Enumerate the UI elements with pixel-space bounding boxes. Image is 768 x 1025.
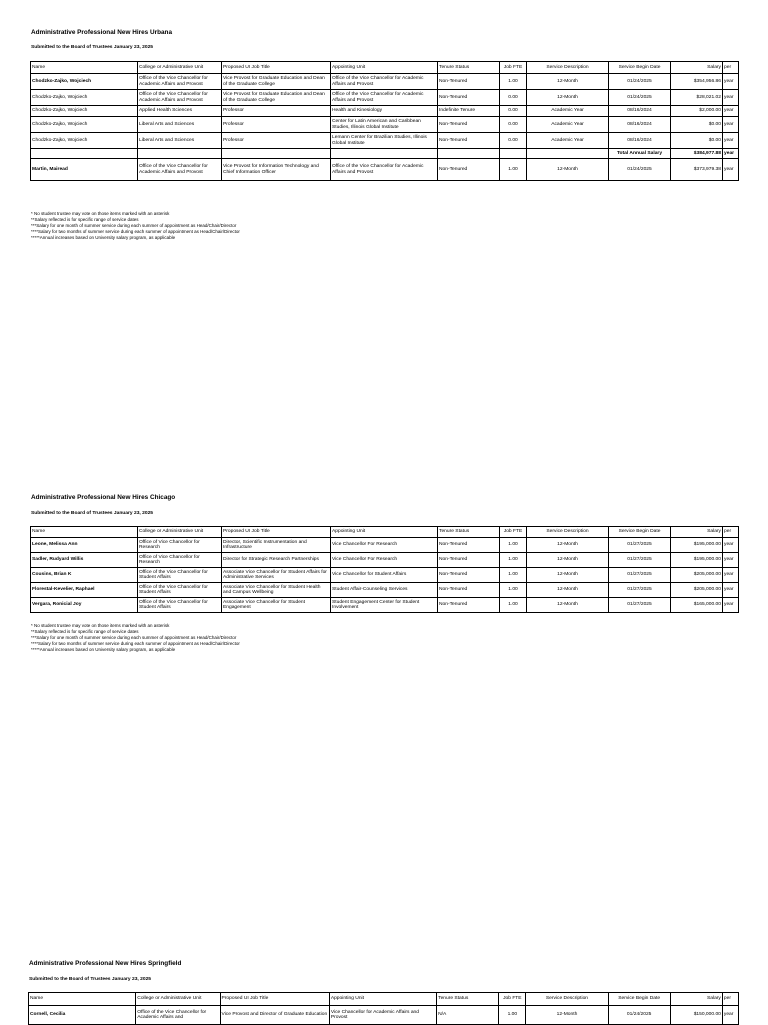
tenure-status-cell: Non-Tenured xyxy=(438,568,500,583)
column-header-service-description: Service Description xyxy=(527,62,609,74)
name-cell: Chodzko-Zajko, Wojciech xyxy=(31,74,138,90)
tenure-status-cell: Non-Tenured xyxy=(438,133,500,149)
header-row xyxy=(31,527,739,538)
empty-cell xyxy=(331,149,438,159)
empty-cell xyxy=(31,149,138,159)
appointing-unit-cell: Vice Chancellor For Research xyxy=(331,538,438,553)
service-description-cell: 12-Month xyxy=(527,553,609,568)
table-row xyxy=(31,106,739,117)
job-fte-cell: 1.00 xyxy=(500,583,527,598)
column-header-job-fte: Job FTE xyxy=(500,62,527,74)
total-row xyxy=(31,149,739,159)
tenure-status-cell: N/A xyxy=(437,1006,499,1025)
service-begin-date-cell: 01/27/2025 xyxy=(609,598,671,613)
salary-cell: $354,956.86 xyxy=(671,74,723,90)
service-begin-date-cell: 01/24/2025 xyxy=(608,1006,670,1025)
footnote: ****Salary for two months of summer service during each summer of appointment as Head/Chair/Director xyxy=(31,640,240,646)
column-header-tenure-status: Tenure Status xyxy=(437,993,499,1006)
service-begin-date-cell: 01/27/2025 xyxy=(609,553,671,568)
appointing-unit-cell: Student Engagement Center for Student Involvement xyxy=(331,598,438,613)
table-row xyxy=(29,1006,739,1025)
job-fte-cell: 0.00 xyxy=(500,117,527,133)
salary-cell: $0.00 xyxy=(671,133,723,149)
job-title-cell: Professor xyxy=(222,117,331,133)
column-header-job-title: Proposed UI Job Title xyxy=(222,527,331,538)
service-begin-date-cell: 01/27/2025 xyxy=(609,568,671,583)
column-header-per: per xyxy=(723,62,739,74)
college-unit-cell: Office of the Vice Chancellor for Student Affairs xyxy=(138,583,222,598)
salary-cell: $205,000.00 xyxy=(671,583,723,598)
college-unit-cell: Office of the Vice Chancellor for Academic Affairs and Provost xyxy=(138,74,222,90)
urbana-title: Administrative Professional New Hires Urbana xyxy=(31,29,172,36)
empty-cell xyxy=(438,149,500,159)
footnote: * No student trustee may vote on those items marked with an asterisk xyxy=(31,623,170,628)
column-header-college-unit: College or Administrative Unit xyxy=(136,993,220,1006)
name-cell: Chodzko-Zajko, Wojciech xyxy=(31,106,138,117)
table-row xyxy=(31,553,739,568)
name-cell: Vergara, Ronicial Joy xyxy=(31,598,138,613)
footnote: ***Salary for one month of summer service during each summer of appointment as Head/Chair/Director xyxy=(31,634,237,640)
name-cell: Sadler, Rudyard Willis xyxy=(31,553,138,568)
job-fte-cell: 0.00 xyxy=(500,133,527,149)
column-header-salary: Salary xyxy=(671,527,723,538)
appointing-unit-cell: Office of the Vice Chancellor for Academic Affairs and Provost xyxy=(331,159,438,181)
appointing-unit-cell: Office of the Vice Chancellor for Academic Affairs and Provost xyxy=(331,90,438,106)
empty-cell xyxy=(527,149,609,159)
urbana-table xyxy=(30,61,739,181)
per-cell: year xyxy=(723,106,739,117)
chicago-table xyxy=(30,526,739,613)
footnote: *****Annual increases based on University salary program, as applicable xyxy=(31,234,176,240)
per-cell: year xyxy=(723,117,739,133)
job-title-cell: Professor xyxy=(222,106,331,117)
tenure-status-cell: Non-Tenured xyxy=(438,90,500,106)
column-header-college-unit: College or Administrative Unit xyxy=(138,62,222,74)
column-header-college-unit: College or Administrative Unit xyxy=(138,527,222,538)
name-cell: Cornell, Cecilia xyxy=(29,1006,136,1025)
springfield-title: Administrative Professional New Hires Springfield xyxy=(29,960,182,967)
springfield-subtitle: Submitted to the Board of Trustees January 23, 2025 xyxy=(29,977,152,982)
table-row xyxy=(31,117,739,133)
job-fte-cell: 1.00 xyxy=(500,553,527,568)
college-unit-cell: Liberal Arts and Sciences xyxy=(138,117,222,133)
footnote: **Salary reflected is for specific range of service dates xyxy=(31,628,139,634)
footnote: ***Salary for one month of summer service during each summer of appointment as Head/Chair/Director xyxy=(31,222,237,228)
appointing-unit-cell: Center for Latin American and Caribbean Studies, Illinois Global Institute xyxy=(331,117,438,133)
job-fte-cell: 0.00 xyxy=(500,90,527,106)
service-begin-date-cell: 08/16/2024 xyxy=(609,133,671,149)
total-label: Total Annual Salary xyxy=(609,149,671,159)
chicago-subtitle: Submitted to the Board of Trustees January 23, 2025 xyxy=(31,511,154,516)
service-description-cell: 12-Month xyxy=(527,74,609,90)
urbana-subtitle: Submitted to the Board of Trustees January 23, 2025 xyxy=(31,45,154,50)
empty-cell xyxy=(222,149,331,159)
salary-cell: $2,000.00 xyxy=(671,106,723,117)
header-row xyxy=(31,62,739,74)
service-description-cell: 12-Month xyxy=(527,90,609,106)
column-header-appointing-unit: Appointing Unit xyxy=(331,62,438,74)
college-unit-cell: Office of the Vice Chancellor for Academic Affairs and Provost xyxy=(138,159,222,181)
urbana-notes xyxy=(31,211,240,240)
appointing-unit-cell: Student Affair-Counseling Services xyxy=(331,583,438,598)
tenure-status-cell: Non-Tenured xyxy=(438,598,500,613)
job-fte-cell: 1.00 xyxy=(500,74,527,90)
appointing-unit-cell: Vice Chancellor for Student Affairs xyxy=(331,568,438,583)
service-description-cell: 12-Month xyxy=(527,538,609,553)
name-cell: Chodzko-Zajko, Wojciech xyxy=(31,90,138,106)
job-fte-cell: 1.00 xyxy=(500,598,527,613)
column-header-service-begin-date: Service Begin Date xyxy=(609,527,671,538)
service-begin-date-cell: 01/27/2025 xyxy=(609,583,671,598)
job-title-cell: Vice Provost for Graduate Education and Dean of the Graduate College xyxy=(222,90,331,106)
footnote: *****Annual increases based on University salary program, as applicable xyxy=(31,646,176,652)
job-title-cell: Vice Provost for Graduate Education and Dean of the Graduate College xyxy=(222,74,331,90)
chicago-notes xyxy=(31,623,240,652)
column-header-job-fte: Job FTE xyxy=(500,527,527,538)
column-header-service-description: Service Description xyxy=(527,527,609,538)
column-header-service-begin-date: Service Begin Date xyxy=(608,993,670,1006)
service-description-cell: 12-Month xyxy=(527,159,609,181)
appointing-unit-cell: Office of the Vice Chancellor for Academic Affairs and Provost xyxy=(331,74,438,90)
name-cell: Cousins, Brian K xyxy=(31,568,138,583)
per-cell: year xyxy=(723,598,739,613)
service-begin-date-cell: 01/24/2025 xyxy=(609,90,671,106)
column-header-job-title: Proposed UI Job Title xyxy=(222,62,331,74)
service-begin-date-cell: 01/24/2025 xyxy=(609,74,671,90)
chicago-title: Administrative Professional New Hires Chicago xyxy=(31,494,176,501)
empty-cell xyxy=(138,149,222,159)
table-row xyxy=(31,74,739,90)
college-unit-cell: Office of the Vice Chancellor for Academic Affairs and xyxy=(136,1006,220,1025)
college-unit-cell: Office of the Vice Chancellor for Student Affairs xyxy=(138,568,222,583)
job-title-cell: Professor xyxy=(222,133,331,149)
college-unit-cell: Applied Health Sciences xyxy=(138,106,222,117)
job-title-cell: Director, Scientific Instrumentation and Infrastructure xyxy=(222,538,331,553)
name-cell: Leone, Melissa Ann xyxy=(31,538,138,553)
footnote: ****Salary for two months of summer service during each summer of appointment as Head/Chair/Director xyxy=(31,228,240,234)
job-fte-cell: 1.00 xyxy=(499,1006,526,1025)
tenure-status-cell: Non-Tenured xyxy=(438,117,500,133)
table-row xyxy=(31,159,739,181)
service-description-cell: 12-Month xyxy=(527,568,609,583)
service-description-cell: 12-Month xyxy=(526,1006,608,1025)
salary-cell: $205,000.00 xyxy=(671,568,723,583)
salary-cell: $165,000.00 xyxy=(671,598,723,613)
footnote: **Salary reflected is for specific range of service dates xyxy=(31,216,139,222)
per-cell: year xyxy=(723,583,739,598)
appointing-unit-cell: Vice Chancellor For Research xyxy=(331,553,438,568)
salary-cell: $373,979.38 xyxy=(671,159,723,181)
name-cell: Florestal-Kevelier, Raphael xyxy=(31,583,138,598)
per-cell: year xyxy=(722,1006,738,1025)
column-header-salary: Salary xyxy=(671,62,723,74)
column-header-per: per xyxy=(722,993,738,1006)
per-cell: year xyxy=(723,553,739,568)
name-cell: Chodzko-Zajko, Wojciech xyxy=(31,133,138,149)
column-header-job-fte: Job FTE xyxy=(499,993,526,1006)
tenure-status-cell: Non-Tenured xyxy=(438,583,500,598)
column-header-per: per xyxy=(723,527,739,538)
column-header-name: Name xyxy=(31,527,138,538)
salary-cell: $0.00 xyxy=(671,117,723,133)
job-title-cell: Associate Vice Chancellor for Student Affairs for Administrative Services xyxy=(222,568,331,583)
total-per: year xyxy=(723,149,739,159)
job-title-cell: Vice Provost for Information Technology and Chief Information Officer xyxy=(222,159,331,181)
job-fte-cell: 0.00 xyxy=(500,106,527,117)
footnote: * No student trustee may vote on those items marked with an asterisk xyxy=(31,211,170,216)
salary-cell: $150,000.00 xyxy=(670,1006,722,1025)
service-begin-date-cell: 01/27/2025 xyxy=(609,538,671,553)
job-title-cell: Associate Vice Chancellor for Student Engagement xyxy=(222,598,331,613)
service-description-cell: 12-Month xyxy=(527,583,609,598)
table-row xyxy=(31,538,739,553)
empty-cell xyxy=(500,149,527,159)
column-header-service-description: Service Description xyxy=(526,993,608,1006)
appointing-unit-cell: Lemann Center for Brazilian Studies, Illinois Global Institute xyxy=(331,133,438,149)
college-unit-cell: Liberal Arts and Sciences xyxy=(138,133,222,149)
springfield-table xyxy=(28,992,739,1025)
service-begin-date-cell: 08/16/2024 xyxy=(609,117,671,133)
job-title-cell: Vice Provost and Director of Graduate Education xyxy=(220,1006,329,1025)
tenure-status-cell: Non-Tenured xyxy=(438,553,500,568)
college-unit-cell: Office of Vice Chancellor for Research xyxy=(138,538,222,553)
total-salary: $384,977.88 xyxy=(671,149,723,159)
table-row xyxy=(31,568,739,583)
salary-cell: $28,021.02 xyxy=(671,90,723,106)
job-title-cell: Director for Strategic Research Partnerships xyxy=(222,553,331,568)
column-header-salary: Salary xyxy=(670,993,722,1006)
column-header-name: Name xyxy=(29,993,136,1006)
per-cell: year xyxy=(723,90,739,106)
column-header-tenure-status: Tenure Status xyxy=(438,527,500,538)
name-cell: Martin, Mairead xyxy=(31,159,138,181)
header-row xyxy=(29,993,739,1006)
column-header-appointing-unit: Appointing Unit xyxy=(329,993,436,1006)
column-header-job-title: Proposed UI Job Title xyxy=(220,993,329,1006)
job-fte-cell: 1.00 xyxy=(500,538,527,553)
per-cell: year xyxy=(723,133,739,149)
job-fte-cell: 1.00 xyxy=(500,159,527,181)
tenure-status-cell: Non-Tenured xyxy=(438,159,500,181)
service-description-cell: 12-Month xyxy=(527,598,609,613)
per-cell: year xyxy=(723,538,739,553)
service-description-cell: Academic Year xyxy=(527,117,609,133)
job-title-cell: Associate Vice Chancellor for Student Health and Campus Wellbeing xyxy=(222,583,331,598)
appointing-unit-cell: Health and Kinesiology xyxy=(331,106,438,117)
per-cell: year xyxy=(723,568,739,583)
college-unit-cell: Office of the Vice Chancellor for Academic Affairs and Provost xyxy=(138,90,222,106)
service-begin-date-cell: 08/16/2024 xyxy=(609,106,671,117)
per-cell: year xyxy=(723,74,739,90)
name-cell: Chodzko-Zajko, Wojciech xyxy=(31,117,138,133)
column-header-appointing-unit: Appointing Unit xyxy=(331,527,438,538)
service-begin-date-cell: 01/24/2025 xyxy=(609,159,671,181)
column-header-name: Name xyxy=(31,62,138,74)
service-description-cell: Academic Year xyxy=(527,106,609,117)
job-fte-cell: 1.00 xyxy=(500,568,527,583)
tenure-status-cell: Non-Tenured xyxy=(438,538,500,553)
column-header-service-begin-date: Service Begin Date xyxy=(609,62,671,74)
tenure-status-cell: Indefinite Tenure xyxy=(438,106,500,117)
column-header-tenure-status: Tenure Status xyxy=(438,62,500,74)
appointing-unit-cell: Vice Chancellor for Academic Affairs and Provost xyxy=(329,1006,436,1025)
service-description-cell: Academic Year xyxy=(527,133,609,149)
college-unit-cell: Office of Vice Chancellor for Research xyxy=(138,553,222,568)
table-row xyxy=(31,583,739,598)
table-row xyxy=(31,133,739,149)
salary-cell: $195,000.00 xyxy=(671,553,723,568)
per-cell: year xyxy=(723,159,739,181)
table-row xyxy=(31,598,739,613)
table-row xyxy=(31,90,739,106)
college-unit-cell: Office of the Vice Chancellor for Student Affairs xyxy=(138,598,222,613)
salary-cell: $195,000.00 xyxy=(671,538,723,553)
tenure-status-cell: Non-Tenured xyxy=(438,74,500,90)
